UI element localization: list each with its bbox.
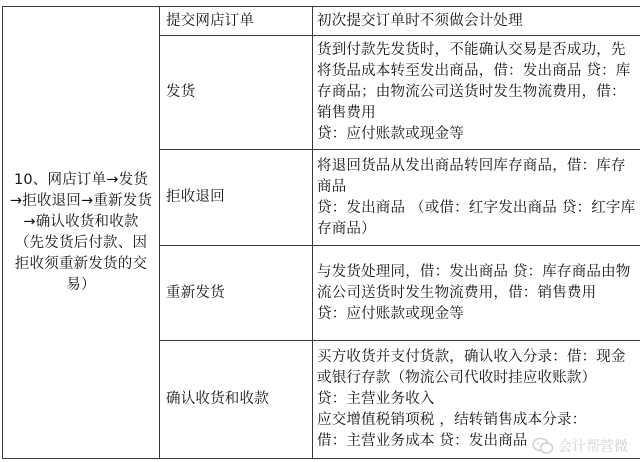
entry-line: 贷：应付账款或现金等 — [317, 126, 464, 142]
wechat-logo-icon — [532, 437, 554, 455]
entry-line: 货到付款先发货时，不能确认交易是否成功，先将货品成本转至发出商品，借：发出商品 贷：库存商品；由物流公司送货时发生物流费用，借：销售费用 — [317, 42, 631, 121]
entry-line: 初次提交订单时不须做会计处理 — [317, 12, 523, 29]
step-cell: 确认收货和收款 — [160, 341, 313, 459]
entry-line: 应交增值税销项税 ，结转销售成本分录： — [317, 412, 587, 428]
step-cell: 发货 — [160, 36, 313, 150]
entry-line: 贷：发出商品 （或借：红字发出商品 贷：红字库存商品） — [317, 199, 636, 237]
entry-cell — [313, 7, 640, 36]
scenario-cell: 10、网店订单→发货→拒收退回→重新发货→确认收货和收款（先发货后付款、因拒收须重新发货的交易） — [3, 7, 160, 459]
entry-line: 与发货处理同，借：发出商品 贷：库存商品由物流公司送货时发生物流费用，借：销售费用 — [317, 263, 631, 301]
watermark-text: 会计帮营微 — [558, 439, 628, 455]
step-cell: 提交网店订单 — [160, 7, 313, 36]
entry-cell — [313, 36, 640, 150]
entry-cell — [313, 150, 640, 246]
table-row — [3, 7, 640, 36]
watermark — [532, 436, 628, 456]
entry-line: 贷：主营业务收入 — [317, 391, 435, 407]
entry-line: 贷：应付账款或现金等 — [317, 305, 464, 322]
step-cell: 拒收退回 — [160, 150, 313, 246]
entry-line: 将退回货品从发出商品转回库存商品，借：库存商品 — [317, 157, 626, 195]
entry-line: 借：主营业务成本 贷：发出商品 — [317, 433, 528, 449]
step-cell: 重新发货 — [160, 246, 313, 341]
entry-line: 买方收货并支付货款，确认收入分录：借：现金或银行存款（物流公司代收时挂应收账款） — [317, 349, 626, 386]
entry-cell — [313, 246, 640, 341]
accounting-entries-table — [2, 6, 640, 459]
